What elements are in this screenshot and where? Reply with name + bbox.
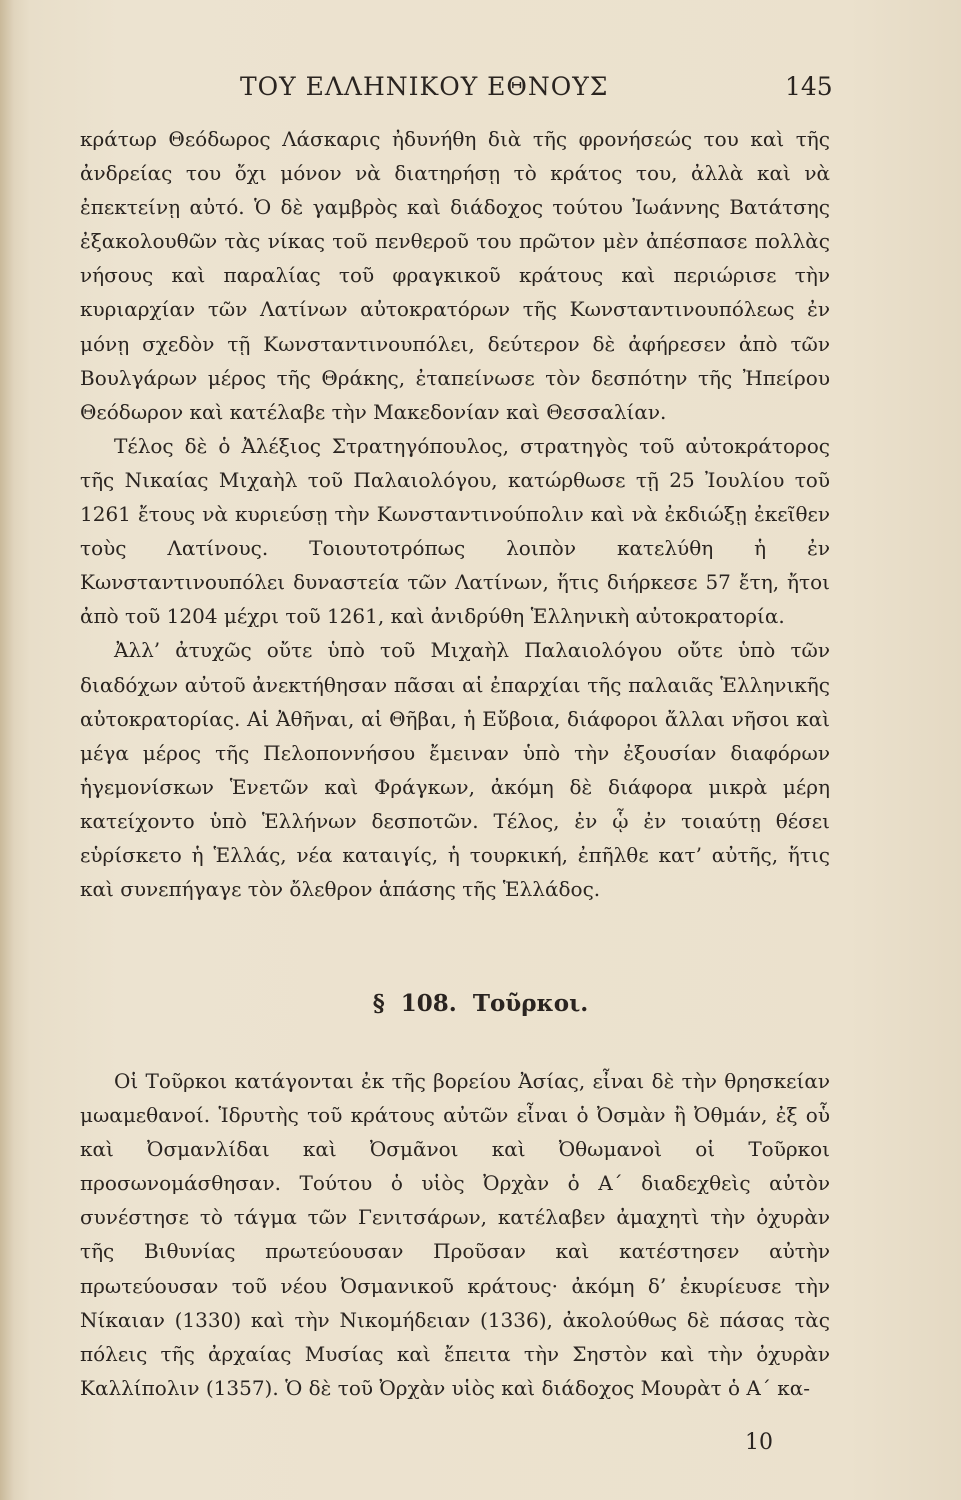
binding-edge	[0, 0, 14, 1500]
section-title: Τοῦρκοι.	[472, 990, 589, 1017]
page-header	[0, 72, 961, 112]
paragraph: Ἀλλ’ ἀτυχῶς οὔτε ὑπὸ τοῦ Μιχαὴλ Παλαιολόγου οὔτε ὑπὸ τῶν διαδόχων αὐτοῦ ἀνεκτήθησαν πᾶσαι αἱ ἐπαρχίαι τῆς παλαιᾶς Ἑλληνικῆς αὐτοκρατορίας. Αἱ Ἀθῆναι, αἱ Θῆβαι, ἡ Εὔβοια, διάφοροι ἄλλαι νῆσοι καὶ μέγα μέρος τῆς Πελοποννήσου ἔμειναν ὑπὸ τὴν ἐξουσίαν διαφόρων ἡγεμονίσκων Ἑνετῶν καὶ Φράγκων, ἀκόμη δὲ διάφορα μικρὰ μέρη κατείχοντο ὑπὸ Ἑλλήνων δεσποτῶν. Τέλος, ἐν ᾧ ἐν τοιαύτῃ θέσει εὑρίσκετο ἡ Ἑλλάς, νέα καταιγίς, ἡ τουρκική, ἐπῆλθε κατ’ αὐτῆς, ἥτις καὶ συνεπήγαγε τὸν ὄλεθρον ἁπάσης τῆς Ἑλλάδος.	[80, 638, 830, 902]
text-block-top	[80, 122, 830, 906]
section-heading	[0, 990, 961, 1017]
paragraph: κράτωρ Θεόδωρος Λάσκαρις ἠδυνήθη διὰ τῆς φρονήσεώς του καὶ τῆς ἀνδρείας του ὄχι μόνον νὰ διατηρήσῃ τὸ κράτος του, ἀλλὰ καὶ νὰ ἐπεκτείνῃ αὐτό. Ὁ δὲ γαμβρὸς καὶ διάδοχος τούτου Ἰωάννης Βατάτσης ἐξακολουθῶν τὰς νίκας τοῦ πενθεροῦ του πρῶτον μὲν ἀπέσπασε πολλὰς νήσους καὶ παραλίας τοῦ φραγκικοῦ κράτους καὶ περιώρισε τὴν κυριαρχίαν τῶν Λατίνων αὐτοκρατόρων τῆς Κωνσταντινουπόλεως ἐν μόνῃ σχεδὸν τῇ Κωνσταντινουπόλει, δεύτερον δὲ ἀφήρεσεν ἀπὸ τῶν Βουλγάρων μέρος τῆς Θράκης, ἐταπείνωσε τὸν δεσπότην τῆς Ἠπείρου Θεόδωρον καὶ κατέλαβε τὴν Μακεδονίαν καὶ Θεσσαλίαν.	[80, 127, 830, 424]
paragraph: Τέλος δὲ ὁ Ἀλέξιος Στρατηγόπουλος, στρατηγὸς τοῦ αὐτοκράτορος τῆς Νικαίας Μιχαὴλ τοῦ Παλαιολόγου, κατώρθωσε τῇ 25 Ἰουλίου τοῦ 1261 ἔτους νὰ κυριεύσῃ τὴν Κωνσταντινούπολιν καὶ νὰ ἐκδιώξῃ ἐκεῖθεν τοὺς Λατίνους. Τοιουτοτρόπως λοιπὸν κατελύθη ἡ ἐν Κωνσταντινουπόλει δυναστεία τῶν Λατίνων, ἥτις διήρκεσε 57 ἔτη, ἤτοι ἀπὸ τοῦ 1204 μέχρι τοῦ 1261, καὶ ἀνιδρύθη Ἑλληνικὴ αὐτοκρατορία.	[80, 433, 830, 629]
section-mark: §	[372, 990, 385, 1017]
paragraph: Οἱ Τοῦρκοι κατάγονται ἐκ τῆς βορείου Ἀσίας, εἶναι δὲ τὴν θρησκείαν μωαμεθανοί. Ἱδρυτὴς τοῦ κράτους αὐτῶν εἶναι ὁ Ὀσμὰν ἢ Ὀθμάν, ἐξ οὗ καὶ Ὀσμανλίδαι καὶ Ὀσμᾶνοι καὶ Ὀθωμανοὶ οἱ Τοῦρκοι προσωνομάσθησαν. Τούτου ὁ υἱὸς Ὀρχὰν ὁ Α΄ διαδεχθεὶς αὐτὸν συνέστησε τὸ τάγμα τῶν Γενιτσάρων, κατέλαβεν ἀμαχητὶ τὴν ὀχυρὰν τῆς Βιθυνίας πρωτεύουσαν Προῦσαν καὶ κατέστησεν αὐτὴν πρωτεύουσαν τοῦ νέου Ὀσμανικοῦ κράτους· ἀκόμη δ’ ἐκυρίευσε τὴν Νίκαιαν (1330) καὶ τὴν Νικομήδειαν (1336), ἀκολούθως δὲ πάσας τὰς πόλεις τῆς ἀρχαίας Μυσίας καὶ ἔπειτα τὴν Σηστὸν καὶ τὴν ὀχυρὰν Καλλίπολιν (1357). Ὁ δὲ τοῦ Ὀρχὰν υἱὸς καὶ διάδοχος Μουρὰτ ὁ Α΄ κα-	[80, 1069, 830, 1400]
printer-signature: 10	[745, 1430, 773, 1455]
text-block-bottom	[80, 1064, 830, 1405]
page-number: 145	[785, 72, 833, 101]
running-title: ΤΟΥ ΕΛΛΗΝΙΚΟΥ ΕΘΝΟΥΣ	[240, 72, 609, 101]
section-number: 108.	[400, 990, 457, 1017]
